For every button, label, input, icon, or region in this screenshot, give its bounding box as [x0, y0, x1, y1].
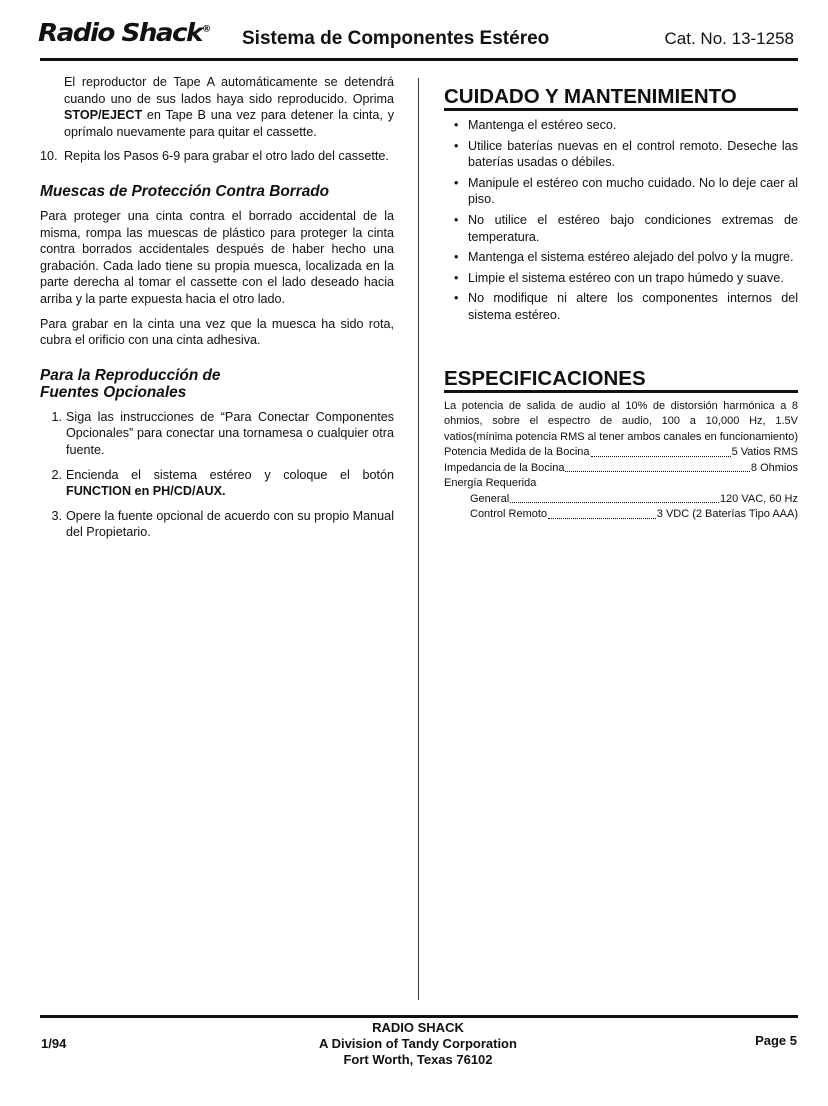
- heading-fuentes: [40, 367, 394, 401]
- function-label: FUNCTION: [66, 484, 132, 499]
- bullet-marker: •: [454, 250, 459, 265]
- list-item: [444, 290, 798, 323]
- care-list: [444, 117, 798, 324]
- heading-especificaciones: ESPECIFICACIONES: [444, 366, 646, 390]
- step-number: 2.: [51, 467, 62, 482]
- dot-leader: [591, 445, 731, 457]
- footer-company-division: A Division of Tandy Corporation: [319, 1036, 517, 1051]
- tape-a-text-1: El reproductor de Tape A automáticamente se detendrá cuando uno de sus lados haya sido reproducido. Oprima: [64, 75, 394, 106]
- bullet-text: Utilice baterías nuevas en el control remoto. Deseche las baterías usadas o débiles.: [468, 138, 798, 170]
- step-number: 10.: [40, 149, 58, 164]
- step-text-part: Encienda el sistema estéreo y coloque el botón: [66, 467, 394, 482]
- spec-impedance: [444, 461, 798, 477]
- bullet-text: No utilice el estéreo bajo condiciones extremas de temperatura.: [468, 212, 798, 244]
- trademark-mark: ®: [201, 24, 210, 35]
- bullet-marker: •: [454, 118, 459, 132]
- muescas-paragraph-2: Para grabar en la cinta una vez que la muesca ha sido rota, cubra el orificio con una cinta adhesiva.: [40, 316, 394, 348]
- heading-muescas: Muescas de Protección Contra Borrado: [40, 182, 330, 200]
- heading-rule: [444, 108, 798, 111]
- specs-intro: La potencia de salida de audio al 10% de distorsión harmónica a 8 ohmios, sobre el espectro de audio, 100 a 10,000 Hz, 1.5V vatios(mínima potencia RMS al tener ambos canales en funcionamiento): [444, 399, 799, 443]
- list-item: [40, 409, 394, 459]
- bullet-marker: •: [454, 270, 459, 285]
- heading-fuentes-line-2: Fuentes Opcionales: [40, 383, 187, 401]
- spec-label: Control Remoto: [470, 508, 548, 521]
- list-item: [444, 212, 798, 245]
- spec-label: Potencia Medida de la Bocina: [444, 446, 590, 459]
- right-column: [444, 86, 798, 523]
- list-item: [444, 175, 798, 208]
- spec-label: General: [470, 492, 510, 505]
- spec-remote: [444, 507, 798, 523]
- list-item: [40, 467, 394, 500]
- brand-name: Radio Shack: [38, 18, 202, 47]
- heading-rule: [444, 390, 798, 393]
- spec-value: 120 VAC, 60 Hz: [719, 492, 798, 505]
- step-text: Opere la fuente opcional de acuerdo con su propio Manual del Propietario.: [66, 508, 394, 540]
- footer-company: [258, 1020, 578, 1068]
- step-number: 3.: [51, 508, 62, 523]
- tape-a-paragraph: [40, 74, 394, 140]
- bullet-text: Mantenga el sistema estéreo alejado del polvo y la mugre.: [468, 250, 794, 265]
- step-text-part-bold: en PH/CD/AUX.: [131, 484, 226, 499]
- list-item: [444, 249, 798, 266]
- brand-logo: [38, 18, 210, 47]
- step-text: Repita los Pasos 6-9 para grabar el otro lado del cassette.: [64, 149, 389, 164]
- footer-page-number: Page 5: [755, 1033, 797, 1048]
- bullet-text: Limpie el sistema estéreo con un trapo húmedo y suave.: [468, 270, 784, 285]
- tape-a-text-2: en Tape B una vez para detener la cinta, y oprímalo nuevamente para quitar el cassette.: [64, 108, 394, 139]
- spec-energy-label: Energía Requerida: [444, 477, 537, 490]
- footer-rule: [40, 1015, 798, 1018]
- spec-value: 3 VDC (2 Baterías Tipo AAA): [656, 508, 798, 521]
- left-column: [40, 74, 394, 541]
- muescas-paragraph-1: Para proteger una cinta contra el borrado accidental de la misma, rompa las muescas de plástico para proteger la cinta contra borrados accidentales después de haber hecho una grabación. Cada lado tiene su propia muesca, localizada en la parte derecha al tomar el cassette con el lado deseado hacia arriba y la parte expuesta hacia el otro lado.: [40, 208, 394, 306]
- list-item: [444, 270, 798, 287]
- header-rule: [40, 58, 798, 61]
- step-10: [40, 148, 394, 165]
- dot-leader: [510, 492, 719, 504]
- spec-value: 8 Ohmios: [750, 461, 798, 474]
- step-text: Siga las instrucciones de “Para Conectar Componentes Opcionales” para conectar una tornamesa o cualquier otra fuente.: [66, 409, 394, 457]
- step-number: 1.: [51, 409, 62, 424]
- spec-value: 5 Vatios RMS: [731, 446, 798, 459]
- document-title: Sistema de Componentes Estéreo: [242, 28, 550, 49]
- dot-leader: [548, 507, 656, 519]
- heading-fuentes-line-1: Para la Reproducción de: [40, 366, 221, 384]
- footer-date: 1/94: [41, 1036, 67, 1051]
- step-text: [66, 467, 394, 500]
- bullet-text: Mantenga el estéreo seco.: [468, 118, 617, 132]
- catalog-number: Cat. No. 13-1258: [664, 29, 794, 48]
- spec-label: Impedancia de la Bocina: [444, 461, 565, 474]
- bullet-marker: •: [454, 291, 459, 306]
- fuentes-steps: [40, 409, 394, 541]
- bullet-text: No modifique ni altere los componentes internos del sistema estéreo.: [468, 291, 798, 322]
- stop-eject-label: STOP/EJECT: [64, 108, 143, 123]
- list-item: [40, 508, 394, 541]
- bullet-text: Manipule el estéreo con mucho cuidado. No lo deje caer al piso.: [468, 175, 798, 207]
- bullet-marker: •: [454, 212, 459, 227]
- footer-company-name: RADIO SHACK: [372, 1020, 464, 1035]
- dot-leader: [565, 461, 749, 473]
- bullet-marker: •: [454, 138, 459, 153]
- heading-cuidado: CUIDADO Y MANTENIMIENTO: [444, 85, 737, 108]
- bullet-marker: •: [454, 175, 459, 190]
- list-item: [444, 117, 798, 134]
- column-divider: [418, 78, 419, 1000]
- list-item: [444, 138, 798, 171]
- footer-company-address: Fort Worth, Texas 76102: [343, 1052, 493, 1067]
- spec-power: [444, 445, 798, 461]
- spec-general: [444, 492, 798, 508]
